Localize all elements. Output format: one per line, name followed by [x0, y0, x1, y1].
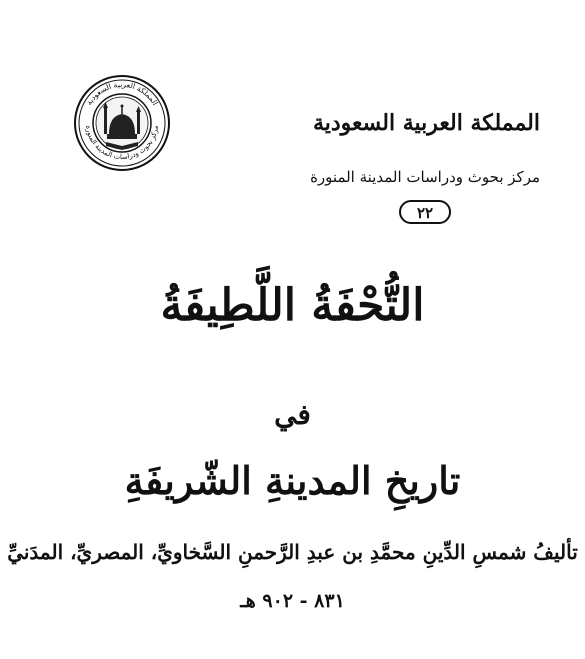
institution-seal	[73, 74, 171, 172]
seal-icon	[73, 74, 171, 172]
research-center-name: مركز بحوث ودراسات المدينة المنورة	[310, 168, 540, 186]
author-dates: ٨٣١ - ٩٠٢ هـ	[240, 590, 345, 612]
seal-ring-top-text: المملكة العربية السعودية	[84, 79, 160, 107]
book-title-main: التُّحْفَةُ اللَّطِيفَةُ	[160, 280, 425, 331]
series-number-badge: ٢٢	[399, 200, 451, 224]
country-name: المملكة العربية السعودية	[312, 110, 540, 136]
seal-ring-bottom-text: مركز بحوث ودراسات المدينة المنورة	[84, 124, 160, 162]
title-connector: في	[274, 398, 311, 431]
author-line: تأليفُ شمسِ الدِّينِ محمَّدِ بن عبدِ الرَّحمنِ السَّخاويِّ، المصريِّ، المدَنيِّ	[7, 540, 578, 564]
book-subtitle: تاريخِ المدينةِ الشّريفَةِ	[124, 458, 461, 503]
